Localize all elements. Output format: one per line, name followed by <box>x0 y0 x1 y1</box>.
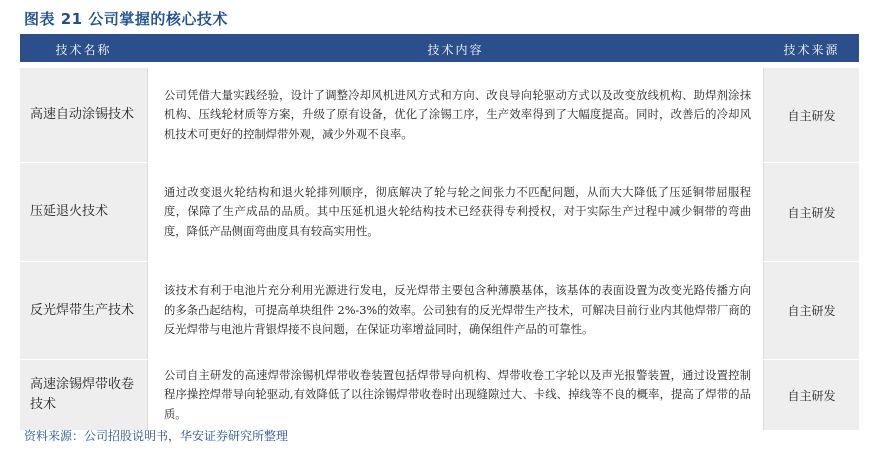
figure-title: 图表 21 公司掌握的核心技术 <box>24 10 228 28</box>
header-source: 技术来源 <box>783 42 840 57</box>
table-row <box>20 68 859 163</box>
tech-table <box>20 36 859 431</box>
row-tech-name: 反光焊带生产技术 <box>30 302 135 318</box>
row-tech-name: 高速涂锡焊带收卷技术 <box>30 377 135 412</box>
row-tech-content: 通过改变退火轮结构和退火轮排列顺序，彻底解决了轮与轮之间张力不匹配问题，从而大大降低了压延铜带屈服程度，保障了生产成品的品质。其中压延机退火轮结构技术已经获得专利授权，对于实际生产过程中减少铜带的弯曲度，降低产品侧面弯曲度具有较高实用性。 <box>147 163 764 261</box>
table-row <box>20 163 859 262</box>
row-tech-source: 自主研发 <box>787 304 836 318</box>
table-header <box>20 36 859 62</box>
table-row <box>20 262 859 360</box>
header-content: 技术内容 <box>427 42 484 57</box>
row-tech-source: 自主研发 <box>787 108 836 123</box>
source-note: 资料来源：公司招股说明书，华安证券研究所整理 <box>24 429 289 443</box>
table-row <box>20 360 859 431</box>
row-tech-source: 自主研发 <box>787 205 836 220</box>
row-tech-content: 公司自主研发的高速焊带涂锡机焊带收卷装置包括焊带导向机构、焊带收卷工字轮以及声光报警装置，通过设置控制程序操控焊带导向轮驱动,有效降低了以往涂锡焊带收卷时出现缝隙过大、卡线、掉线等不良的概率，提高了焊带的品质。 <box>147 360 764 430</box>
row-tech-source: 自主研发 <box>787 388 836 403</box>
row-tech-name: 压延退火技术 <box>30 204 109 219</box>
row-tech-content: 公司凭借大量实践经验，设计了调整冷却风机进风方式和方向、改良导向轮驱动方式以及改变放线机构、助焊剂涂抹机构、压线轮材质等方案，升级了原有设备，优化了涂锡工序，生产效率得到了大幅度提高。同时，改善后的冷却风机技术可更好的控制焊带外观，减少外观不良率。 <box>147 68 764 162</box>
header-name: 技术名称 <box>55 42 112 57</box>
row-tech-content: 该技术有利于电池片充分利用光源进行发电，反光焊带主要包含种薄膜基体，该基体的表面设置为改变光路传播方向的多条凸起结构，可提高单块组件 2%-3%的效率。公司独有的反光焊带生产技术，可解决目前行业内其他焊带厂商的反光焊带与电池片背银焊接不良问题，在保证功率增益同时，确保组件产品的可靠性。 <box>147 262 764 359</box>
row-tech-name: 高速自动涂锡技术 <box>30 107 135 122</box>
